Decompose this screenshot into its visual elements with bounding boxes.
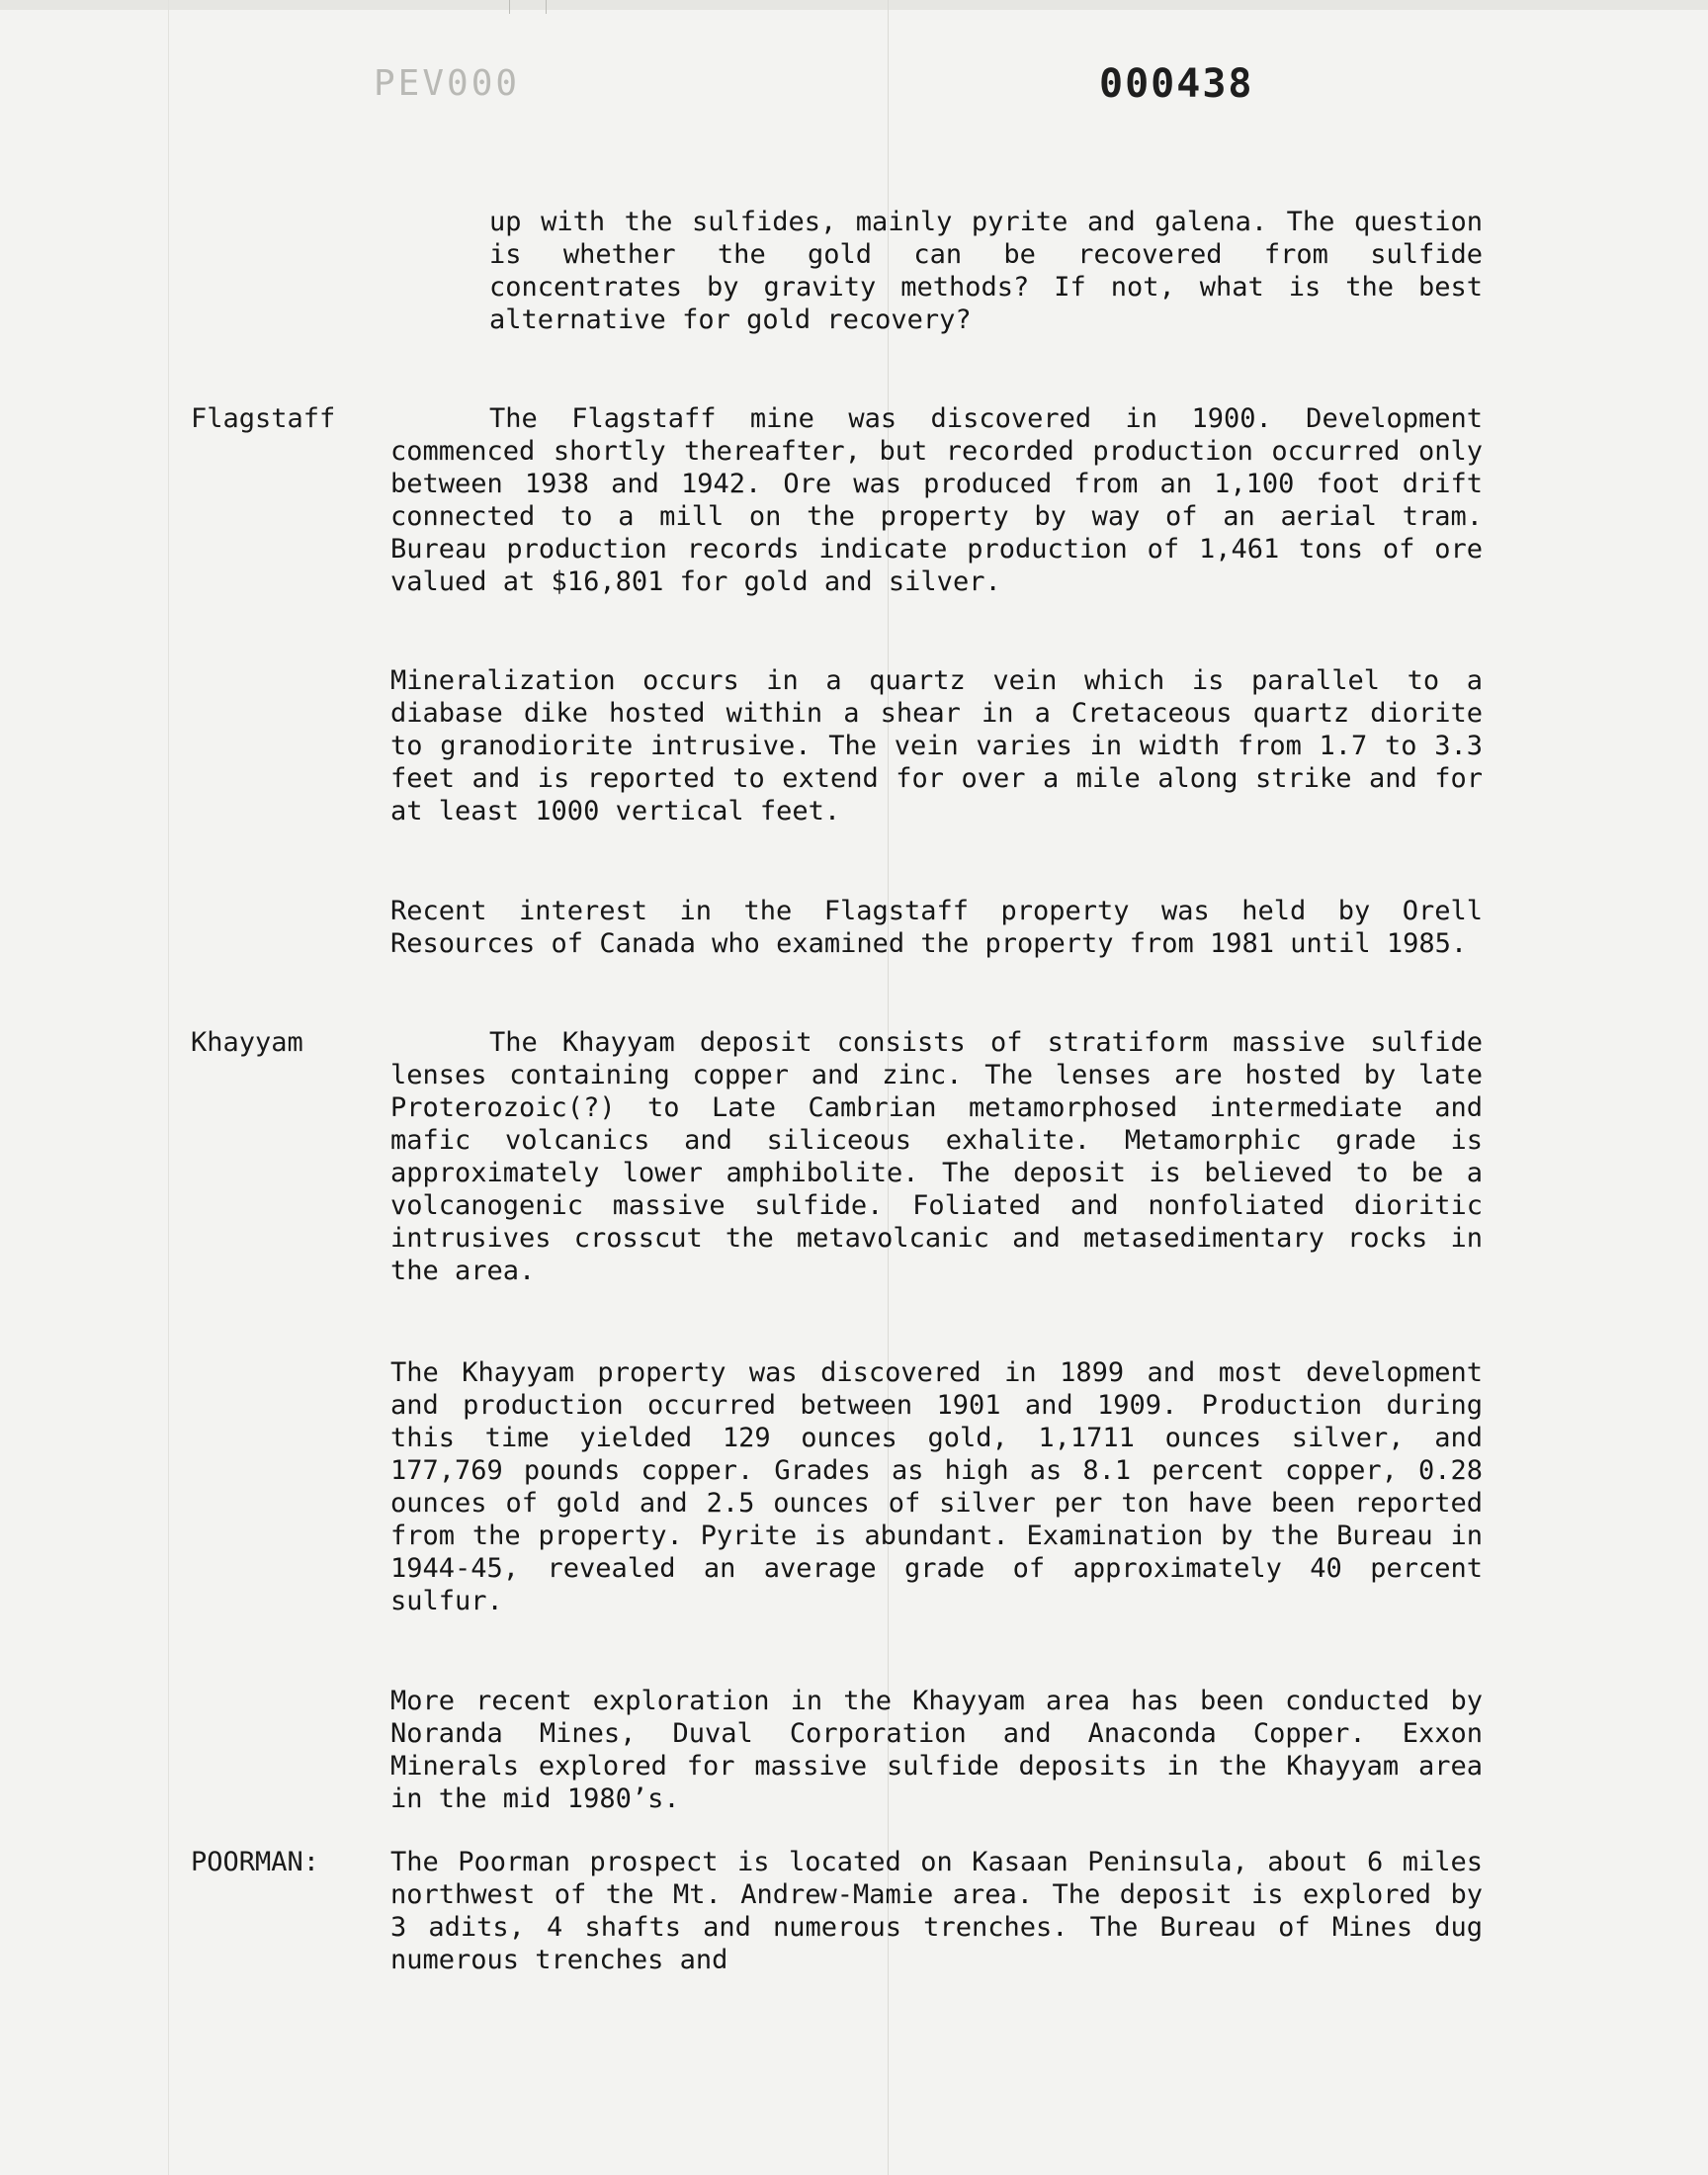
intro-continuation-paragraph: up with the sulfides, mainly pyrite and galena. The question is whether the gold can be recovered from sulfide concentrates by gravity methods? If not, what is the best alternative for gold recovery?	[489, 207, 1483, 335]
khayyam-paragraph-1: The Khayyam deposit consists of stratiform massive sulfide lenses containing copper and zinc. The lenses are hosted by late Proterozoic(?) to Late Cambrian metamorphosed intermediate and mafic volcanics and siliceous exhalite. Metamorphic grade is approximately lower amphibolite. The deposit is believed to be a volcanogenic massive sulfide. Foliated and nonfoliated dioritic intrusives crosscut the metavolcanic and metasedimentary rocks in the area.	[390, 1027, 1483, 1286]
section-label-khayyam: Khayyam	[191, 1027, 303, 1058]
section-label-flagstaff: Flagstaff	[191, 403, 336, 434]
section-label-poorman: POORMAN:	[191, 1847, 320, 1877]
scan-top-edge	[0, 0, 1708, 10]
flagstaff-paragraph-1: The Flagstaff mine was discovered in 1900. Development commenced shortly thereafter, but recorded production occurred only between 1938 and 1942. Ore was produced from an 1,100 foot drift connected to a mill on the property by way of an aerial tram. Bureau production records indicate production of 1,461 tons of ore valued at $16,801 for gold and silver.	[390, 403, 1483, 597]
khayyam-paragraph-2: The Khayyam property was discovered in 1899 and most development and production occurred between 1901 and 1909. Production during this time yielded 129 ounces gold, 1,1711 ounces silver, and 177,769 pounds copper. Grades as high as 8.1 percent copper, 0.28 ounces of gold and 2.5 ounces of silver per ton have been reported from the property. Pyrite is abundant. Examination by the Bureau in 1944-45, revealed an average grade of approximately 40 percent sulfur.	[390, 1357, 1483, 1616]
poorman-paragraph-1: The Poorman prospect is located on Kasaan Peninsula, about 6 miles northwest of the Mt. Andrew-Mamie area. The deposit is explored by 3 adits, 4 shafts and numerous trenches. The Bureau of Mines dug numerous trenches and	[390, 1847, 1483, 1975]
page-number: 000438	[1099, 61, 1254, 107]
scan-margin-line	[168, 0, 169, 2175]
flagstaff-paragraph-2: Mineralization occurs in a quartz vein which is parallel to a diabase dike hosted within a shear in a Cretaceous quartz diorite to granodiorite intrusive. The vein varies in width from 1.7 to 3.3 feet and is reported to extend for over a mile along strike and for at least 1000 vertical feet.	[390, 665, 1483, 826]
scan-binding-mark	[509, 0, 547, 14]
khayyam-paragraph-3: More recent exploration in the Khayyam area has been conducted by Noranda Mines, Duval Corporation and Anaconda Copper. Exxon Minerals explored for massive sulfide deposits in the Khayyam area in the mid 1980’s.	[390, 1686, 1483, 1814]
faint-stamp-number: PEV000	[374, 63, 521, 104]
flagstaff-paragraph-3: Recent interest in the Flagstaff property was held by Orell Resources of Canada who examined the property from 1981 until 1985.	[390, 896, 1483, 959]
